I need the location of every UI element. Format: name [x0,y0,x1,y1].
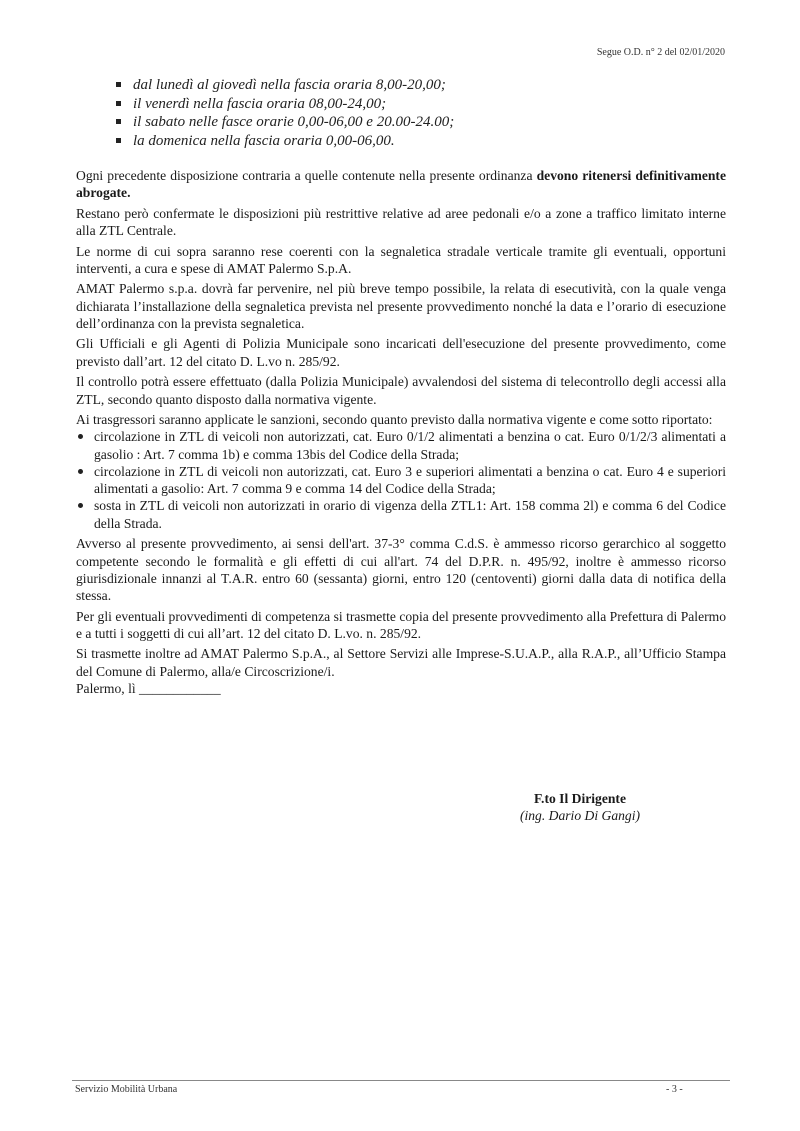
schedule-list [112,76,454,150]
schedule-item: dal lunedì al giovedì nella fascia oraria 8,00-20,00; [112,76,454,95]
paragraph-police: Gli Ufficiali e gli Agenti di Polizia Municipale sono incaricati dell'esecuzione del presente provvedimento, come previsto dall’art. 12 del citato D. L.vo n. 285/92. [76,336,726,369]
footer-divider [72,1080,730,1081]
schedule-item: il sabato nelle fasce orarie 0,00-06,00 e 20.00-24.00; [112,113,454,132]
square-bullet-icon [116,82,121,87]
document-body [76,167,726,700]
sanction-item: sosta in ZTL di veicoli non autorizzati in orario di vigenza della ZTL1: Art. 158 comma 2l) e comma 6 del Codice della Strada. [76,497,726,532]
paragraph-abrogation: Ogni precedente disposizione contraria a quelle contenute nella presente ordinanza devono ritenersi definitivamente abrogate. [76,168,726,201]
paragraph-restrictions: Restano però confermate le disposizioni più restrittive relative ad aree pedonali e/o a zone a traffico limitato interne alla ZTL Centrale. [76,205,726,239]
bullet-icon [78,469,83,474]
place-date: Palermo, lì ____________ [76,681,221,696]
square-bullet-icon [116,101,121,106]
paragraph-transmission: Per gli eventuali provvedimenti di competenza si trasmette copia del presente provvedimento alla Prefettura di Palermo e a tutti i soggetti di cui all’art. 12 del citato D. L.vo. n. 285/92. [76,608,726,641]
square-bullet-icon [116,138,121,143]
signature-block [470,790,690,824]
bullet-icon [78,503,83,508]
paragraph-sanctions-intro: Ai trasgressori saranno applicate le sanzioni, secondo quanto previsto dalla normativa vigente e come sotto riportato: [76,411,713,427]
sanctions-list [76,428,726,532]
signature-title: F.to Il Dirigente [534,791,626,806]
paragraph-amat: AMAT Palermo s.p.a. dovrà far pervenire, nel più breve tempo possibile, la relata di esecutività, con la quale venga dichiarata l’installazione della segnaletica prevista nel presente provvedimento nonché la data e l’orario di esecuzione dell’ordinanza con la prevista segnaletica. [76,281,726,331]
sanction-item: circolazione in ZTL di veicoli non autorizzati, cat. Euro 3 e superiori alimentati a benzina o cat. Euro 4 e superiori alimentati a gasolio: Art. 7 comma 9 e comma 14 del Codice della Strada; [76,463,726,498]
bullet-icon [78,434,83,439]
paragraph-recipients: Si trasmette inoltre ad AMAT Palermo S.p.A., al Settore Servizi alle Imprese-S.U.A.P., alla R.A.P., all’Ufficio Stampa del Comune di Palermo, alla/e Circoscrizione/i. [76,646,726,679]
paragraph-control: Il controllo potrà essere effettuato (dalla Polizia Municipale) avvalendosi del sistema di telecontrollo degli accessi alla ZTL, secondo quanto disposto dalla normativa vigente. [76,374,726,407]
page-number: - 3 - [666,1084,683,1095]
square-bullet-icon [116,119,121,124]
schedule-item: la domenica nella fascia oraria 0,00-06,00. [112,132,454,151]
order-reference: Segue O.D. n° 2 del 02/01/2020 [596,47,725,58]
schedule-item: il venerdì nella fascia oraria 08,00-24,00; [112,95,454,114]
bold-emphasis: devono ritenersi definitivamente abrogate. [76,168,726,201]
footer-office: Servizio Mobilità Urbana [75,1084,178,1095]
paragraph-appeal: Avverso al presente provvedimento, ai sensi dell'art. 37-3° comma C.d.S. è ammesso ricorso gerarchico al soggetto competente secondo le formalità e gli effetti di cui all'art. 74 del D.P.R. n. 495/92, inoltre è ammesso ricorso giurisdizionale innanzi al T.A.R. entro 60 (sessanta) giorni, entro 120 (centoventi) giorni dalla data di notifica della stessa. [76,536,726,604]
paragraph-signage: Le norme di cui sopra saranno rese coerenti con la segnaletica stradale verticale tramite gli eventuali, opportuni interventi, a cura e spese di AMAT Palermo S.p.A. [76,243,726,276]
sanction-item: circolazione in ZTL di veicoli non autorizzati, cat. Euro 0/1/2 alimentati a benzina o cat. Euro 0/1/2/3 alimentati a gasolio : Art. 7 comma 1b) e comma 13bis del Codice della Strada; [76,428,726,463]
signature-name: (ing. Dario Di Gangi) [519,808,641,823]
